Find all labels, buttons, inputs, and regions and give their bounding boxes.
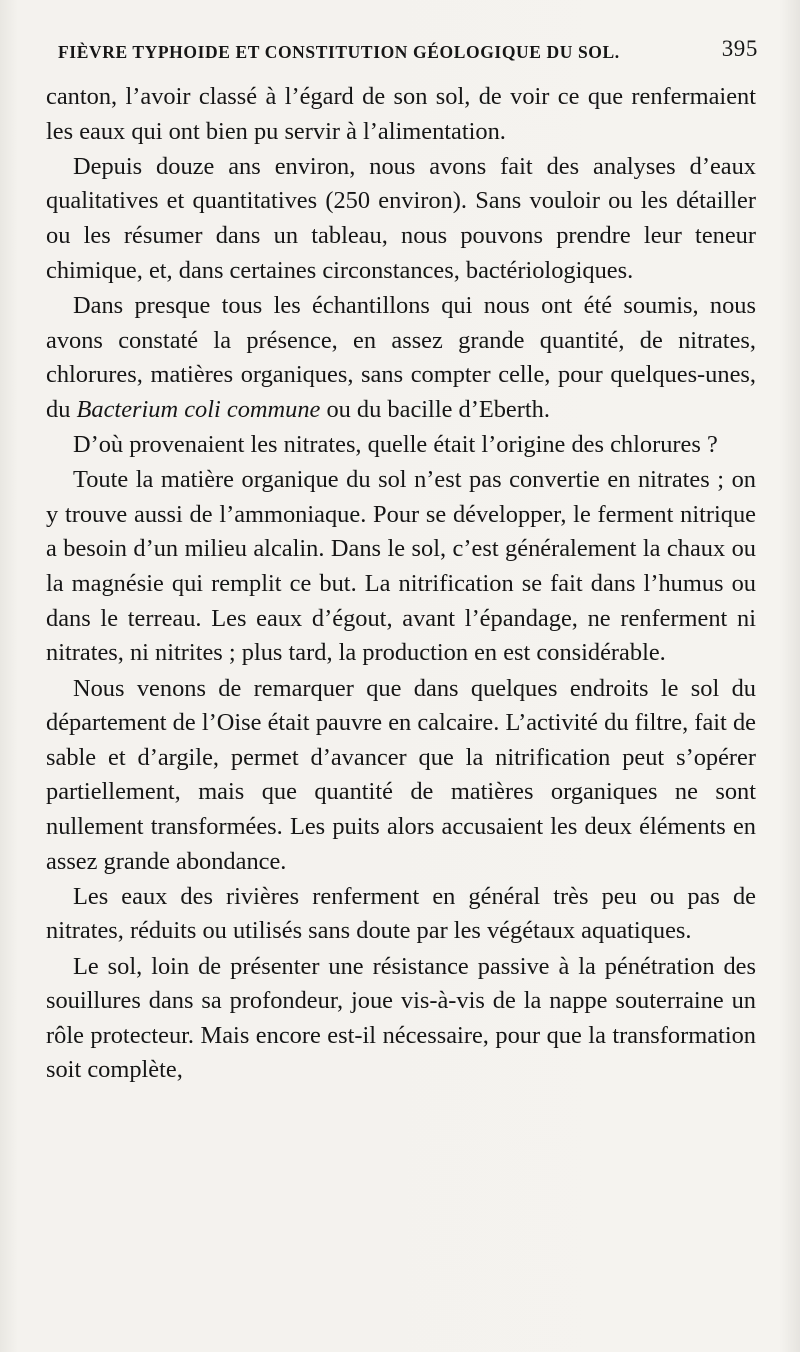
- page-header: [58, 36, 758, 66]
- paragraph: Toute la matière organique du sol n’est pas convertie en nitrates ; on y trouve aussi de l’ammoniaque. Pour se développer, le ferment nitrique a besoin d’un milieu alcalin. Dans le sol, c’est généralement la chaux ou la magnésie qui remplit ce but. La nitrification se fait dans l’humus ou dans le terreau. Les eaux d’égout, avant l’épandage, ne renferment ni nitrates, ni nitrites ; plus tard, la production en est considérable.: [46, 466, 756, 667]
- page-number: 395: [721, 36, 758, 61]
- paragraph: [46, 289, 756, 427]
- paragraph: Les eaux des rivières renferment en général très peu ou pas de nitrates, réduits ou utilisés sans doute par les végétaux aquatiques.: [46, 882, 756, 945]
- paragraph-text: Dans presque tous les échantillons qui nous ont été soumis, nous avons constaté la présence, en assez grande quantité, de nitrates, chlorures, matières organiques, sans compter celle, pour quelques-unes, du: [46, 291, 756, 423]
- body-text: [46, 80, 756, 1088]
- paragraph: Depuis douze ans environ, nous avons fait des analyses d’eaux qualitatives et quantitatives (250 environ). Sans vouloir ou les détailler ou les résumer dans un tableau, nous pouvons prendre leur teneur chimique, et, dans certaines circonstances, bactériologiques.: [46, 152, 756, 284]
- paragraph: D’où provenaient les nitrates, quelle était l’origine des chlorures ?: [73, 431, 718, 458]
- italic-species-name: Bacterium coli commune: [76, 395, 321, 423]
- paragraph: Nous venons de remarquer que dans quelques endroits le sol du département de l’Oise était pauvre en calcaire. L’activité du filtre, fait de sable et d’argile, permet d’avancer que la nitrification peut s’opérer partiellement, mais que quantité de matières organiques ne sont nullement transformées. Les puits alors accusaient les deux éléments en assez grande abondance.: [46, 674, 756, 875]
- running-title: FIÈVRE TYPHOIDE ET CONSTITUTION GÉOLOGIQUE DU SOL.: [58, 42, 620, 62]
- paragraph-text: ou du bacille d’Eberth.: [320, 395, 550, 423]
- paragraph: canton, l’avoir classé à l’égard de son sol, de voir ce que renfermaient les eaux qui ont bien pu servir à l’alimentation.: [46, 83, 756, 145]
- paragraph: Le sol, loin de présenter une résistance passive à la pénétration des souillures dans sa profondeur, joue vis-à-vis de la nappe souterraine un rôle protecteur. Mais encore est-il nécessaire, pour que la transformation soit complète,: [46, 952, 756, 1084]
